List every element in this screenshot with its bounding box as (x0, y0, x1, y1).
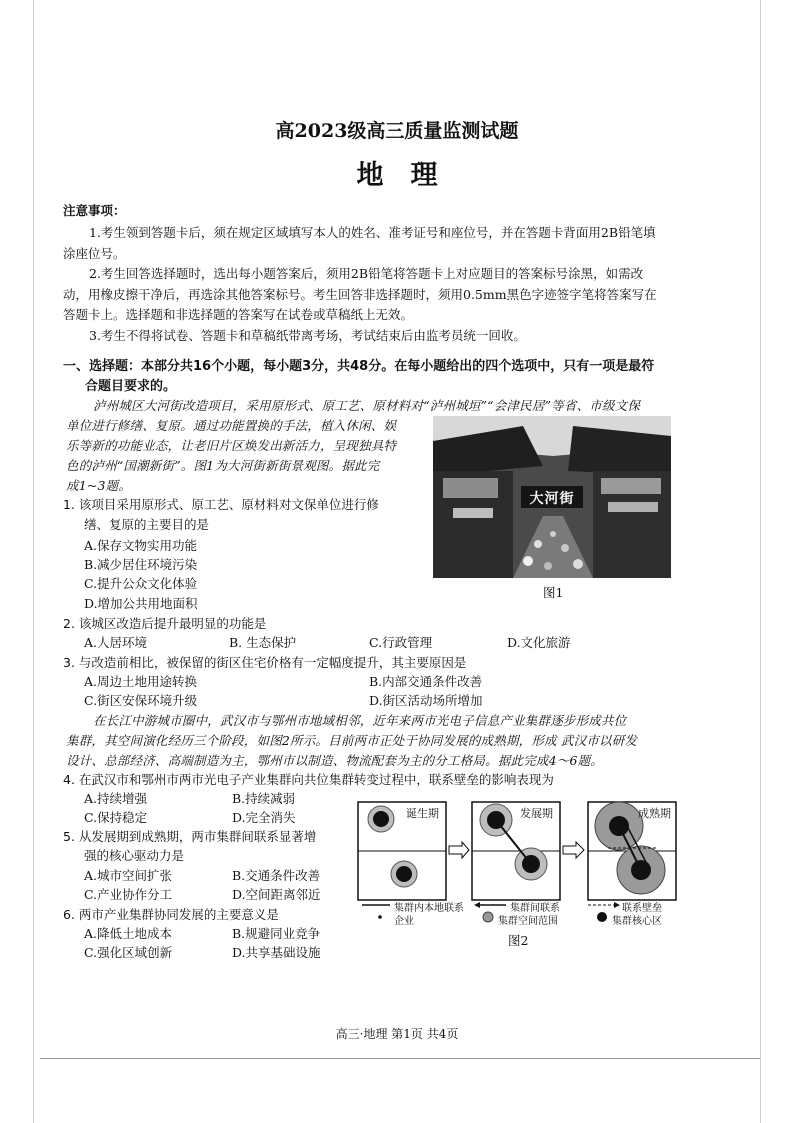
q5-option-a[interactable]: A.城市空间扩张 (84, 868, 173, 883)
legend-inter-link-arrow (474, 902, 480, 908)
q1-option-c[interactable]: C.提升公众文化体验 (84, 576, 198, 591)
notice-heading: 注意事项： (63, 203, 126, 218)
legend-inter-link-label: 集群间联系 (510, 903, 560, 914)
q3-option-c[interactable]: C.街区安保环境升级 (84, 693, 198, 708)
passage-line: 泸州城区大河街改造项目，采用原形式、原工艺、原材料对“泸州城垣”“会津民居”等省、市级文保 (93, 398, 641, 413)
section-heading-cont: 合题目要求的。 (85, 379, 177, 394)
legend-cluster-range-label: 集群空间范围 (498, 916, 558, 927)
notice-line: 动，用橡皮擦干净后，再选涂其他答案标号。考生回答非选择题时，须用0.5mm黑色字迹签字笔将答案写在 (63, 287, 657, 302)
q6-option-a[interactable]: A.降低土地成本 (84, 926, 173, 941)
subject-title: 地 理 (356, 160, 438, 191)
figure-1-street-photo (433, 416, 671, 578)
passage-line: 集群，其空间演化经历三个阶段，如图2所示。目前两市正处于协同发展的成熟期，形成 武汉市以研发 (66, 733, 638, 748)
q1-option-b[interactable]: B.减少居住环境污染 (84, 557, 198, 572)
q1-stem: 1. 该项目采用原形式、原工艺、原材料对文保单位进行修 (63, 497, 379, 512)
q5-option-d[interactable]: D.空间距离邻近 (232, 887, 321, 902)
legend-enterprise-label: 企业 (394, 916, 414, 927)
passage-line: 色的泸州“国潮新街”。图1为大河街新街景观图。据此完 (66, 458, 380, 473)
q3-option-b[interactable]: B.内部交通条件改善 (369, 674, 483, 689)
legend-cluster-core-label: 集群核心区 (612, 916, 662, 927)
notice-line: 1.考生领到答题卡后，须在规定区域填写本人的姓名、准考证号和座位号，并在答题卡背面用2B铅笔填 (89, 225, 656, 240)
figure-2-diagram (356, 800, 736, 964)
q6-option-b[interactable]: B.规避同业竞争 (232, 926, 321, 941)
notice-line: 答题卡上。选择题和非选择题的答案写在试卷或草稿纸上无效。 (63, 307, 414, 322)
stage-arrow (449, 842, 469, 858)
q3-stem: 3. 与改造前相比，被保留的街区住宅价格有一定幅度提升，其主要原因是 (63, 655, 467, 670)
q2-option-c[interactable]: C.行政管理 (369, 635, 433, 650)
passage-line: 单位进行修缮、复原。通过功能置换的手法，植入休闲、娱 (66, 418, 397, 433)
q5-option-c[interactable]: C.产业协作分工 (84, 887, 173, 902)
cluster-stages-svg (356, 800, 736, 960)
legend-enterprise-symbol (378, 915, 382, 919)
q3-option-a[interactable]: A.周边土地用途转换 (84, 674, 198, 689)
q6-option-d[interactable]: D.共享基础设施 (232, 945, 321, 960)
legend-barrier-label: 联系壁垒 (622, 903, 662, 914)
q2-stem: 2. 该城区改造后提升最明显的功能是 (63, 616, 267, 631)
stage-arrow (563, 842, 584, 858)
passage-line: 设计、总部经济、高端制造为主，鄂州市以制造、物流配套为主的分工格局。据此完成4～6题。 (66, 753, 604, 768)
q2-option-b[interactable]: B. 生态保护 (229, 635, 297, 650)
legend-cluster-range-symbol (483, 912, 493, 922)
passage-line: 成1~3题。 (66, 478, 132, 493)
q4-stem: 4. 在武汉市和鄂州市两市光电子产业集群向共位集群转变过程中，联系壁垒的影响表现为 (63, 772, 554, 787)
legend-cluster-core-symbol (597, 912, 607, 922)
q1-stem-cont: 缮、复原的主要目的是 (84, 517, 210, 532)
stage-label-birth: 诞生期 (406, 807, 439, 820)
notice-line: 3.考生不得将试卷、答题卡和草稿纸带离考场，考试结束后由监考员统一回收。 (89, 328, 526, 343)
q3-option-d[interactable]: D.街区活动场所增加 (369, 693, 483, 708)
q4-option-a[interactable]: A.持续增强 (84, 791, 148, 806)
legend-barrier-arrow (614, 902, 620, 908)
q2-option-a[interactable]: A.人居环境 (84, 635, 148, 650)
passage-line: 乐等新的功能业态，让老旧片区焕发出新活力，呈现独具特 (66, 438, 397, 453)
notice-line: 涂座位号。 (63, 246, 126, 261)
q4-option-b[interactable]: B.持续减弱 (232, 791, 296, 806)
figure-2-caption: 图2 (508, 933, 529, 948)
q6-option-c[interactable]: C.强化区域创新 (84, 945, 173, 960)
page-footer: 高三·地理 第1页 共4页 (335, 1027, 459, 1041)
cluster-core (373, 811, 389, 827)
legend-local-link-label: 集群内本地联系 (394, 903, 464, 914)
notice-line: 2.考生回答选择题时，选出每小题答案后，须用2B铅笔将答题卡上对应题目的答案标号涂黑，如需改 (89, 266, 644, 281)
q6-stem: 6. 两市产业集群协同发展的主要意义是 (63, 907, 279, 922)
exam-title: 高2023级高三质量监测试题 (275, 120, 519, 142)
q4-option-d[interactable]: D.完全消失 (232, 810, 296, 825)
q2-option-d[interactable]: D.文化旅游 (507, 635, 571, 650)
q5-stem-cont: 强的核心驱动力是 (84, 848, 185, 863)
q4-option-c[interactable]: C.保持稳定 (84, 810, 148, 825)
passage-line: 在长江中游城市圈中，武汉市与鄂州市地域相邻，近年来两市光电子信息产业集群逐步形成共位 (93, 713, 627, 728)
q5-stem: 5. 从发展期到成熟期，两市集群间联系显著增 (63, 829, 317, 844)
q1-option-a[interactable]: A.保存文物实用功能 (84, 538, 198, 553)
bottom-rule (40, 1058, 760, 1059)
stage-label-growth: 发展期 (520, 807, 553, 820)
street-sign: 大河街 (529, 491, 575, 507)
cluster-core (396, 866, 412, 882)
q1-option-d[interactable]: D.增加公共用地面积 (84, 596, 198, 611)
q5-option-b[interactable]: B.交通条件改善 (232, 868, 321, 883)
section-heading: 一、选择题：本部分共16个小题，每小题3分，共48分。在每小题给出的四个选项中，只有一项是最符 (63, 359, 655, 374)
figure-1-caption: 图1 (543, 585, 564, 600)
stage-label-mature: 成熟期 (638, 807, 671, 820)
